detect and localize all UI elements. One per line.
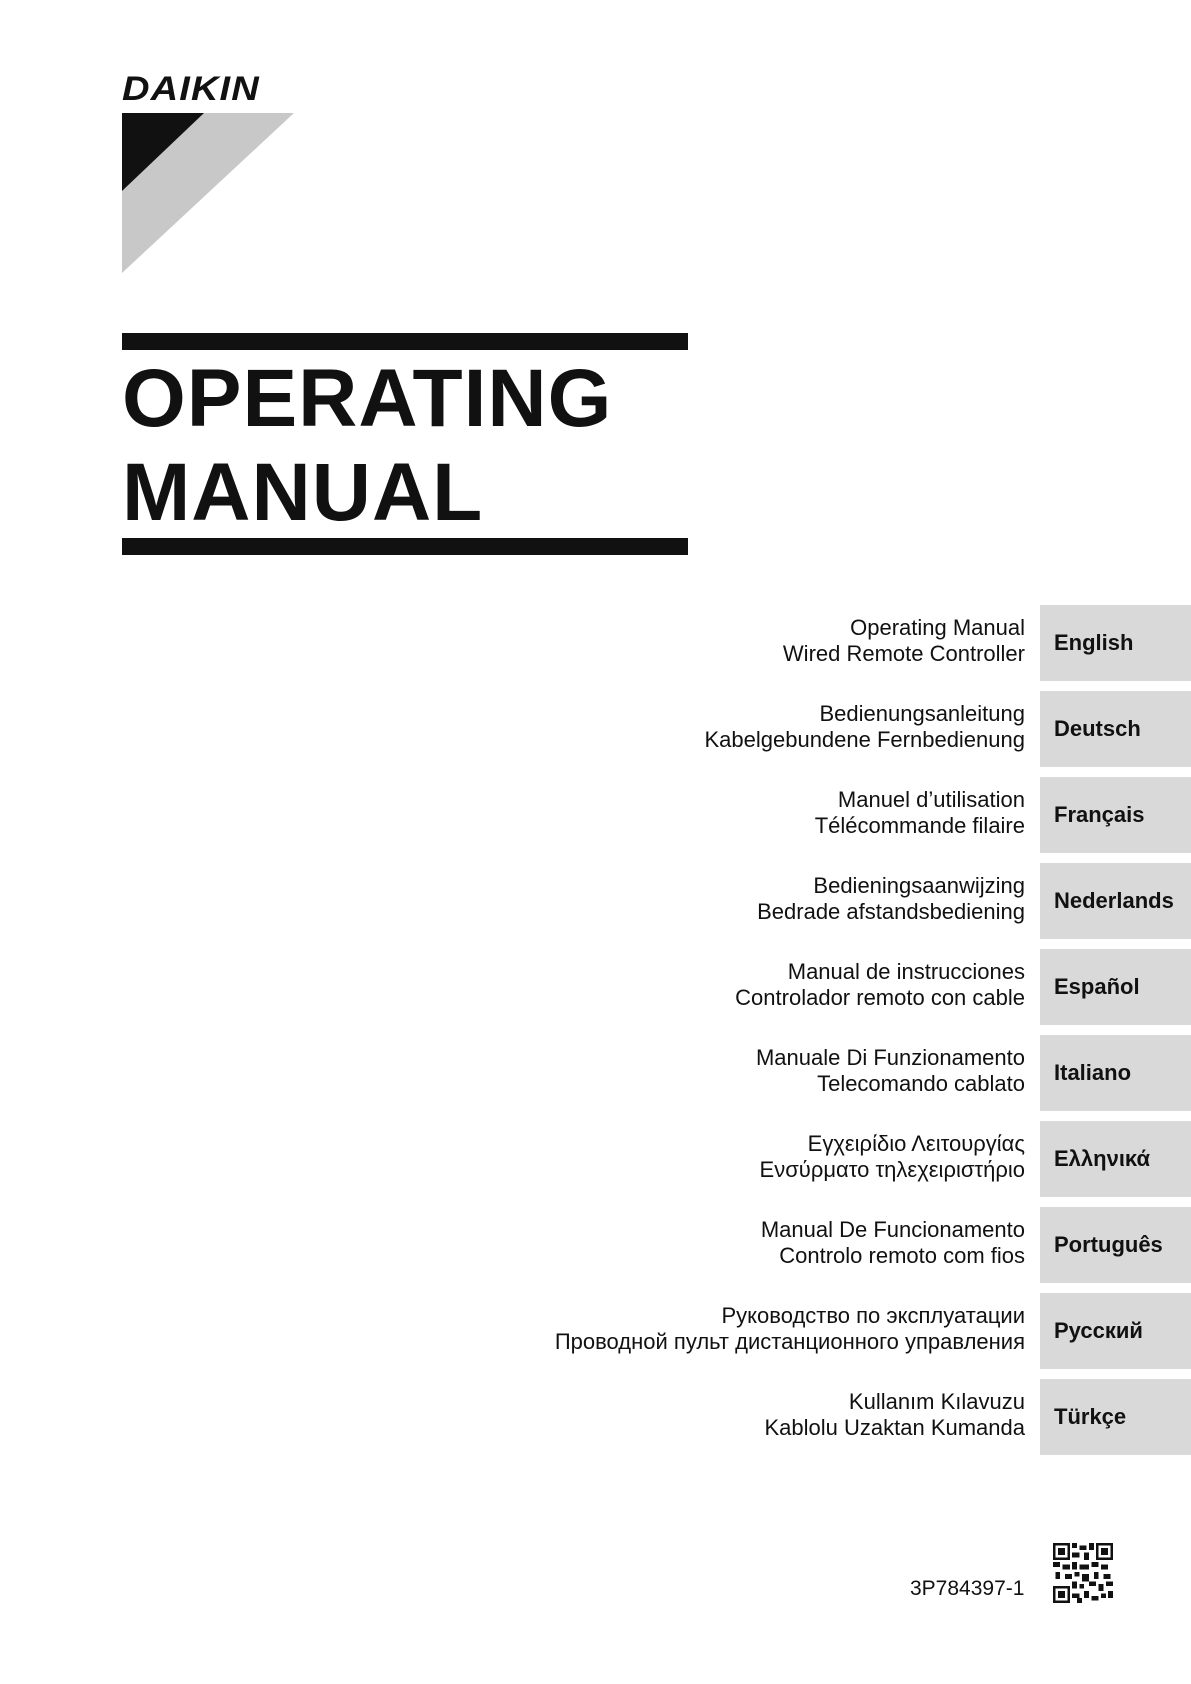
title-rule-top	[122, 333, 688, 350]
language-row-greek	[480, 1121, 1191, 1197]
title-rule-bottom	[122, 538, 688, 555]
product-name: Telecomando cablato	[817, 1071, 1025, 1096]
language-row-portugues	[480, 1207, 1191, 1283]
product-name: Wired Remote Controller	[782, 641, 1025, 666]
language-description	[757, 873, 1025, 925]
qr-code-icon	[1053, 1543, 1113, 1603]
product-name: Bedrade afstandsbediening	[757, 899, 1025, 924]
language-description	[760, 1131, 1025, 1183]
manual-title: Manual de instrucciones	[787, 959, 1025, 984]
manual-title: Operating Manual	[850, 615, 1025, 640]
language-description	[756, 1045, 1025, 1097]
page-title-line2: MANUAL	[122, 447, 484, 538]
product-name: Kabelgebundene Fernbedienung	[704, 727, 1025, 752]
language-tab-turkce[interactable]: Türkçe	[1040, 1379, 1191, 1455]
language-row-deutsch	[480, 691, 1191, 767]
language-description	[735, 959, 1025, 1011]
manual-title: Kullanım Kılavuzu	[848, 1389, 1025, 1414]
page-title-line1: OPERATING	[122, 353, 613, 444]
language-tab-greek[interactable]: Ελληνικά	[1040, 1121, 1191, 1197]
language-tab-russian[interactable]: Русский	[1040, 1293, 1191, 1369]
language-tab-english[interactable]: English	[1040, 605, 1191, 681]
language-tab-espanol[interactable]: Español	[1040, 949, 1191, 1025]
manual-title: Bedienungsanleitung	[819, 701, 1025, 726]
page-title	[122, 352, 612, 540]
language-tab-nederlands[interactable]: Nederlands	[1040, 863, 1191, 939]
product-name: Kablolu Uzaktan Kumanda	[764, 1415, 1025, 1440]
language-row-nederlands	[480, 863, 1191, 939]
manual-title: Εγχειρίδιο Λειτουργίας	[807, 1131, 1025, 1156]
manual-title: Manuel d’utilisation	[837, 787, 1025, 812]
language-description	[815, 787, 1025, 839]
language-description	[761, 1217, 1025, 1269]
language-row-francais	[480, 777, 1191, 853]
product-name: Controlador remoto con cable	[735, 985, 1025, 1010]
document-code: 3P784397-1	[910, 1577, 1025, 1600]
daikin-logo-icon	[122, 113, 294, 273]
language-description	[555, 1303, 1025, 1355]
product-name: Controlo remoto com fios	[779, 1243, 1025, 1268]
language-description	[765, 1389, 1026, 1441]
language-tab-deutsch[interactable]: Deutsch	[1040, 691, 1191, 767]
product-name: Проводной пульт дистанционного управления	[554, 1329, 1025, 1354]
language-row-english	[480, 605, 1191, 681]
manual-title: Руководство по эксплуатации	[721, 1303, 1025, 1328]
language-tab-francais[interactable]: Français	[1040, 777, 1191, 853]
language-row-italiano	[480, 1035, 1191, 1111]
language-tab-italiano[interactable]: Italiano	[1040, 1035, 1191, 1111]
language-description	[704, 701, 1025, 753]
language-row-russian	[480, 1293, 1191, 1369]
brand-logo-text: DAIKIN	[122, 70, 260, 108]
product-name: Télécommande filaire	[814, 813, 1025, 838]
language-row-espanol	[480, 949, 1191, 1025]
language-row-turkce	[480, 1379, 1191, 1455]
manual-title: Manuale Di Funzionamento	[755, 1045, 1025, 1070]
language-tab-portugues[interactable]: Português	[1040, 1207, 1191, 1283]
manual-title: Bedieningsaanwijzing	[813, 873, 1025, 898]
manual-title: Manual De Funcionamento	[760, 1217, 1025, 1242]
product-name: Ενσύρματο τηλεχειριστήριο	[759, 1157, 1025, 1182]
language-description	[783, 615, 1025, 667]
